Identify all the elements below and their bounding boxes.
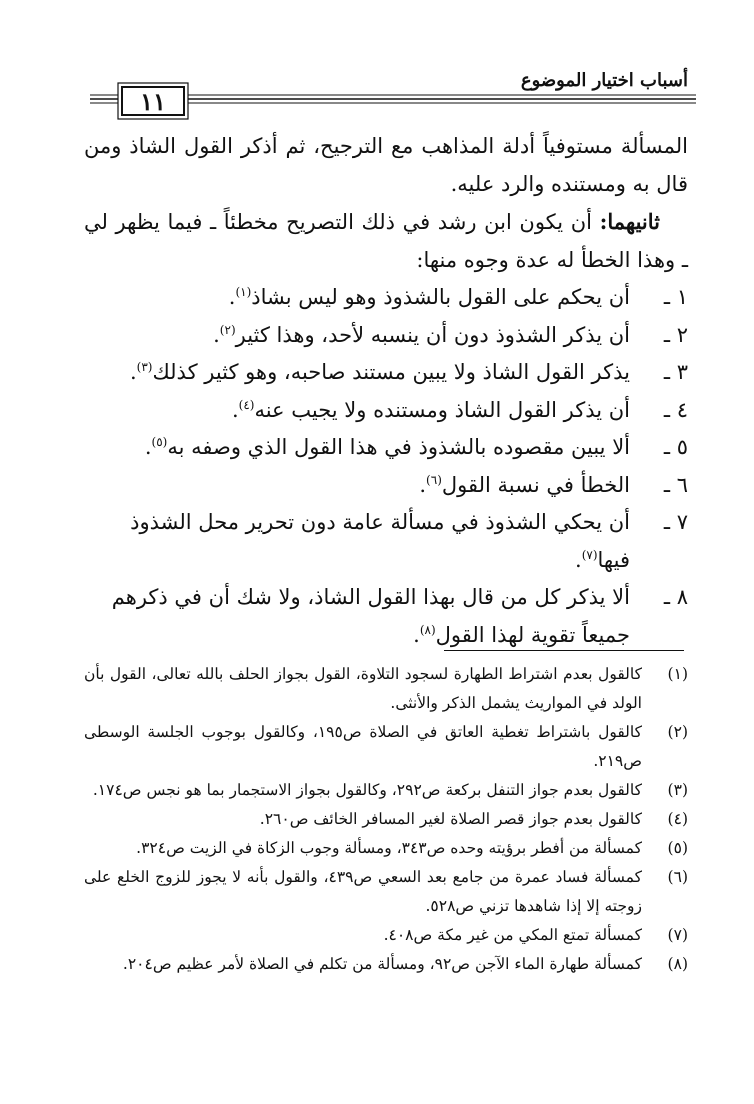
footnote-number: (٣) — [667, 781, 688, 799]
footnote-number: (٥) — [667, 839, 688, 857]
list-item — [84, 579, 688, 654]
main-text — [84, 128, 688, 654]
footnote-text: كمسألة من أفطر برؤيته وحده ص٣٤٣، ومسألة وجوب الزكاة في الزيت ص٣٢٤. — [136, 839, 642, 857]
list-item-end: . — [213, 322, 220, 347]
footnote — [84, 805, 688, 834]
footnote-reference[interactable]: (٤) — [238, 397, 255, 412]
footnote-number: (٧) — [667, 926, 688, 944]
paragraph-second-reason — [84, 203, 688, 279]
list-item-number: ٨ ـ — [663, 585, 688, 609]
footnote — [84, 776, 688, 805]
footnote-text: كالقول بعدم اشتراط الطهارة لسجود التلاوة، القول بجواز الحلف بالله تعالى، القول بأن الولد في المواريث يشمل الذكر والأنثى. — [84, 665, 642, 712]
list-item-text: يذكر القول الشاذ ولا يبين مستند صاحبه، وهو كثير كذلك — [152, 360, 630, 384]
list-item-text: الخطأ في نسبة القول — [441, 472, 630, 497]
footnote — [84, 718, 688, 776]
list-item — [84, 392, 688, 430]
list-item-end: . — [129, 360, 137, 384]
footnote-text: كالقول بعدم جواز قصر الصلاة لغير المسافر الخائف ص٢٦٠. — [259, 810, 642, 828]
list-item — [84, 467, 688, 505]
list-item-end: . — [231, 397, 239, 422]
footnote-separator — [444, 650, 684, 651]
footnote-text: كمسألة تمتع المكي من غير مكة ص٤٠٨. — [383, 926, 642, 944]
footnote-reference[interactable]: (٦) — [426, 472, 442, 487]
footnote-text: كالقول بعدم جواز التنفل بركعة ص٢٩٢، وكالقول بجواز الاستجمار بما هو نجس ص١٧٤. — [92, 781, 642, 799]
paragraph-text: أن يكون ابن رشد في ذلك التصريح مخطئاً ـ فيما يظهر لي ـ وهذا الخطأ له عدة وجوه منها: — [84, 210, 688, 272]
paragraph: المسألة مستوفياً أدلة المذاهب مع الترجيح، ثم أذكر القول الشاذ ومن قال به ومستنده والرد عليه. — [84, 134, 688, 196]
footnote-number: (٨) — [667, 955, 688, 973]
list-item-number: ٦ ـ — [663, 472, 688, 497]
list-item-number: ٧ ـ — [663, 510, 688, 534]
list-item-end: . — [228, 285, 236, 309]
list-item-end: . — [575, 547, 582, 572]
footnote-number: (٤) — [667, 810, 688, 828]
paragraph-lead: ثانيهما: — [599, 209, 660, 234]
list-item-text: ألا يذكر كل من قال بهذا القول الشاذ، ولا شك أن في ذكرهم جميعاً تقوية لهذا القول — [111, 585, 630, 647]
footnote-number: (١) — [667, 665, 688, 683]
reasons-list — [84, 279, 688, 654]
list-item-number: ٥ ـ — [663, 435, 688, 459]
list-item — [84, 279, 688, 317]
footnote-reference[interactable]: (٨) — [419, 622, 436, 637]
footnote — [84, 863, 688, 921]
list-item-text: أن يحكم على القول بالشذوذ وهو ليس بشاذ — [251, 285, 630, 309]
footnote-number: (٦) — [667, 868, 688, 886]
list-item-end: . — [413, 622, 420, 647]
running-header-title: أسباب اختيار الموضوع — [520, 70, 688, 91]
list-item — [84, 429, 688, 467]
footnote-text: كمسألة فساد عمرة من جامع بعد السعي ص٤٣٩، والقول بأنه لا يجوز للزوج الخلع على زوجته إلا إذا شاهدها تزني ص٥٢٨. — [84, 868, 642, 915]
list-item-number: ٢ ـ — [663, 322, 688, 347]
footnote — [84, 921, 688, 950]
footnote-text: كمسألة طهارة الماء الآجن ص٩٢، ومسألة من تكلم في الصلاة لأمر عظيم ص٢٠٤. — [122, 955, 642, 973]
page-number: ١١ — [140, 86, 166, 116]
footnote — [84, 834, 688, 863]
list-item-number: ٣ ـ — [663, 360, 688, 384]
list-item-end: . — [419, 472, 427, 497]
list-item-text: أن يذكر الشذوذ دون أن ينسبه لأحد، وهذا كثير — [235, 322, 630, 347]
footnote-reference[interactable]: (١) — [235, 285, 252, 299]
list-item — [84, 354, 688, 392]
list-item — [84, 504, 688, 579]
list-item-end: . — [144, 435, 152, 459]
footnote-text: كالقول باشتراط تغطية العاتق في الصلاة ص١٩٥، وكالقول بوجوب الجلسة الوسطى ص٢١٩. — [84, 723, 642, 770]
list-item-text: ألا يبين مقصوده بالشذوذ في هذا القول الذي وصفه به — [167, 435, 630, 459]
footnote — [84, 950, 688, 979]
footnote-reference[interactable]: (٧) — [581, 547, 598, 562]
footnote-reference[interactable]: (٢) — [219, 322, 236, 337]
footnote-number: (٢) — [667, 723, 688, 741]
footnote-reference[interactable]: (٥) — [151, 435, 168, 449]
footnote-reference[interactable]: (٣) — [136, 360, 153, 374]
list-item — [84, 317, 688, 355]
list-item-text: أن يذكر القول الشاذ ومستنده ولا يجيب عنه — [254, 397, 630, 422]
list-item-number: ١ ـ — [663, 285, 688, 309]
list-item-text: أن يحكي الشذوذ في مسألة عامة دون تحرير محل الشذوذ فيها — [130, 510, 630, 572]
footnotes — [84, 660, 688, 979]
list-item-number: ٤ ـ — [663, 397, 688, 422]
footnote — [84, 660, 688, 718]
